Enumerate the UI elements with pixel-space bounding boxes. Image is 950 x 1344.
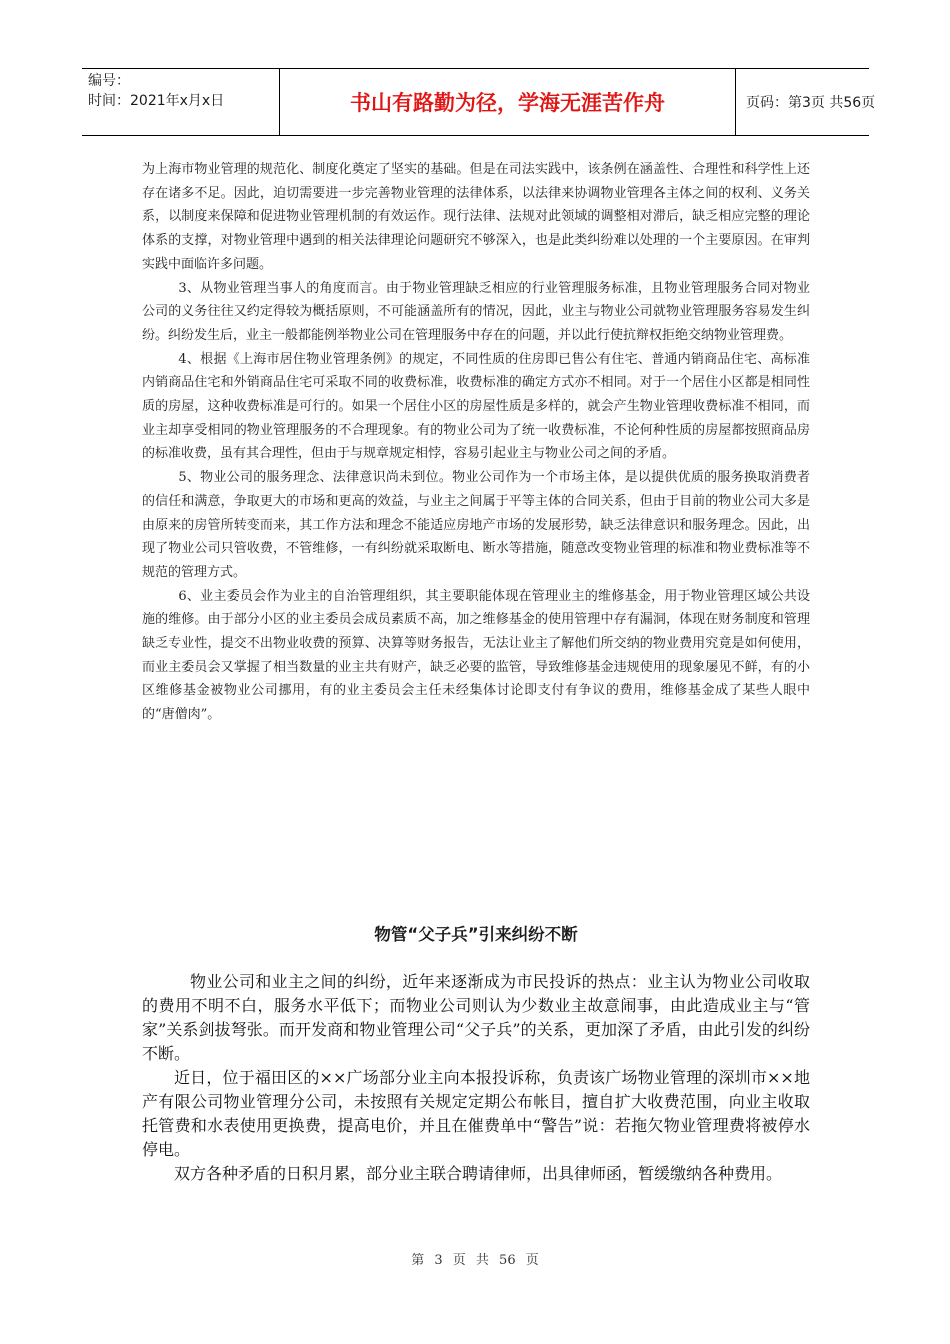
date-line: 时间：2021年x月x日 (88, 93, 225, 109)
header-meta-cell (82, 69, 279, 135)
body-paragraph: 5、物业公司的服务理念、法律意识尚未到位。物业公司作为一个市场主体，是以提供优质的服务换取消费者的信任和满意，争取更大的市场和更高的效益，与业主之间属于平等主体的合同关系，但由于目前的物业公司大多是由原来的房管所转变而来，其工作方法和理念不能适应房地产市场的发展形势，缺乏法律意识和服务理念。因此，出现了物业公司只管收费，不管维修，一有纠纷就采取断电、断水等措施，随意改变物业管理的标准和物业费标准等不规范的管理方式。 (142, 470, 810, 580)
article-paragraph: 近日，位于福田区的××广场部分业主向本报投诉称，负责该广场物业管理的深圳市××地产有限公司物业管理分公司，未按照有关规定定期公布帐目，擅自扩大收费范围，向业主收取托管费和水表使用更换费，提高电价，并且在催费单中“警告”说：若拖欠物业管理费将被停水停电。 (142, 1068, 810, 1159)
body-paragraph: 3、从物业管理当事人的角度而言。由于物业管理缺乏相应的行业管理服务标准，且物业管理服务合同对物业公司的义务往往又约定得较为概括原则，不可能涵盖所有的情况，因此，业主与物业公司就物业管理服务容易发生纠纷。纠纷发生后，业主一般都能例举物业公司在管理服务中存在的问题，并以此行使抗辩权拒绝交纳物业管理费。 (142, 280, 810, 343)
page-footer: 第 3 页 共 56 页 (411, 1253, 539, 1268)
article-title: 物管“父子兵”引来纠纷不断 (374, 925, 578, 944)
motto: 书山有路勤为径，学海无涯苦作舟 (279, 69, 736, 135)
body-paragraph: 4、根据《上海市居住物业管理条例》的规定，不同性质的住房即已售公有住宅、普通内销商品住宅、高标准内销商品住宅和外销商品住宅可采取不同的收费标准，收费标准的确定方式亦不相同。对于一个居住小区都是相同性质的房屋，这种收费标准是可行的。如果一个居住小区的房屋性质是多样的，就会产生物业管理收费标准不相同，而业主却享受相同的物业管理服务的不合理现象。有的物业公司为了统一收费标准，不论何种性质的房屋都按照商品房的标准收费，虽有其合理性，但由于与规章规定相悖，容易引起业主与物业公司之间的矛盾。 (142, 351, 810, 462)
article-body (142, 970, 810, 1186)
body-paragraph: 为上海市物业管理的规范化、制度化奠定了坚实的基础。但是在司法实践中，该条例在涵盖性、合理性和科学性上还存在诸多不足。因此，迫切需要进一步完善物业管理的法律体系，以法律来协调物业管理各主体之间的权利、义务关系，以制度来保障和促进物业管理机制的有效运作。现行法律、法规对此领域的调整相对滞后，缺乏相应完整的理论体系的支撑，对物业管理中遇到的相关法律理论问题研究不够深入，也是此类纠纷难以处理的一个主要原因。在审判实践中面临许多问题。 (142, 162, 810, 272)
header-table (82, 68, 876, 136)
body-text (142, 158, 810, 727)
article-paragraph: 双方各种矛盾的日积月累，部分业主联合聘请律师，出具律师函，暂缓缴纳各种费用。 (174, 1164, 783, 1183)
number-label: 编号： (88, 73, 130, 89)
page-info: 页码：第3页 共56页 (746, 95, 876, 111)
article-paragraph: 物业公司和业主之间的纠纷，近年来逐渐成为市民投诉的热点：业主认为物业公司收取的费用不明不白，服务水平低下；而物业公司则认为少数业主故意闹事，由此造成业主与“管家”关系剑拔弩张。而开发商和物业管理公司“父子兵”的关系，更加深了矛盾，由此引发的纠纷不断。 (142, 972, 810, 1063)
body-paragraph: 6、业主委员会作为业主的自治管理组织，其主要职能体现在管理业主的维修基金，用于物业管理区域公共设施的维修。由于部分小区的业主委员会成员素质不高，加之维修基金的使用管理中存有漏洞，体现在财务制度和管理缺乏专业性，提交不出物业收费的预算、决算等财务报告，无法让业主了解他们所交纳的物业费用究竟是如何使用，而业主委员会又掌握了相当数量的业主共有财产，缺乏必要的监管，导致维修基金违规使用的现象屡见不鲜，有的小区维修基金被物业公司挪用，有的业主委员会主任未经集体讨论即支付有争议的费用，维修基金成了某些人眼中的“唐僧肉”。 (142, 588, 810, 723)
